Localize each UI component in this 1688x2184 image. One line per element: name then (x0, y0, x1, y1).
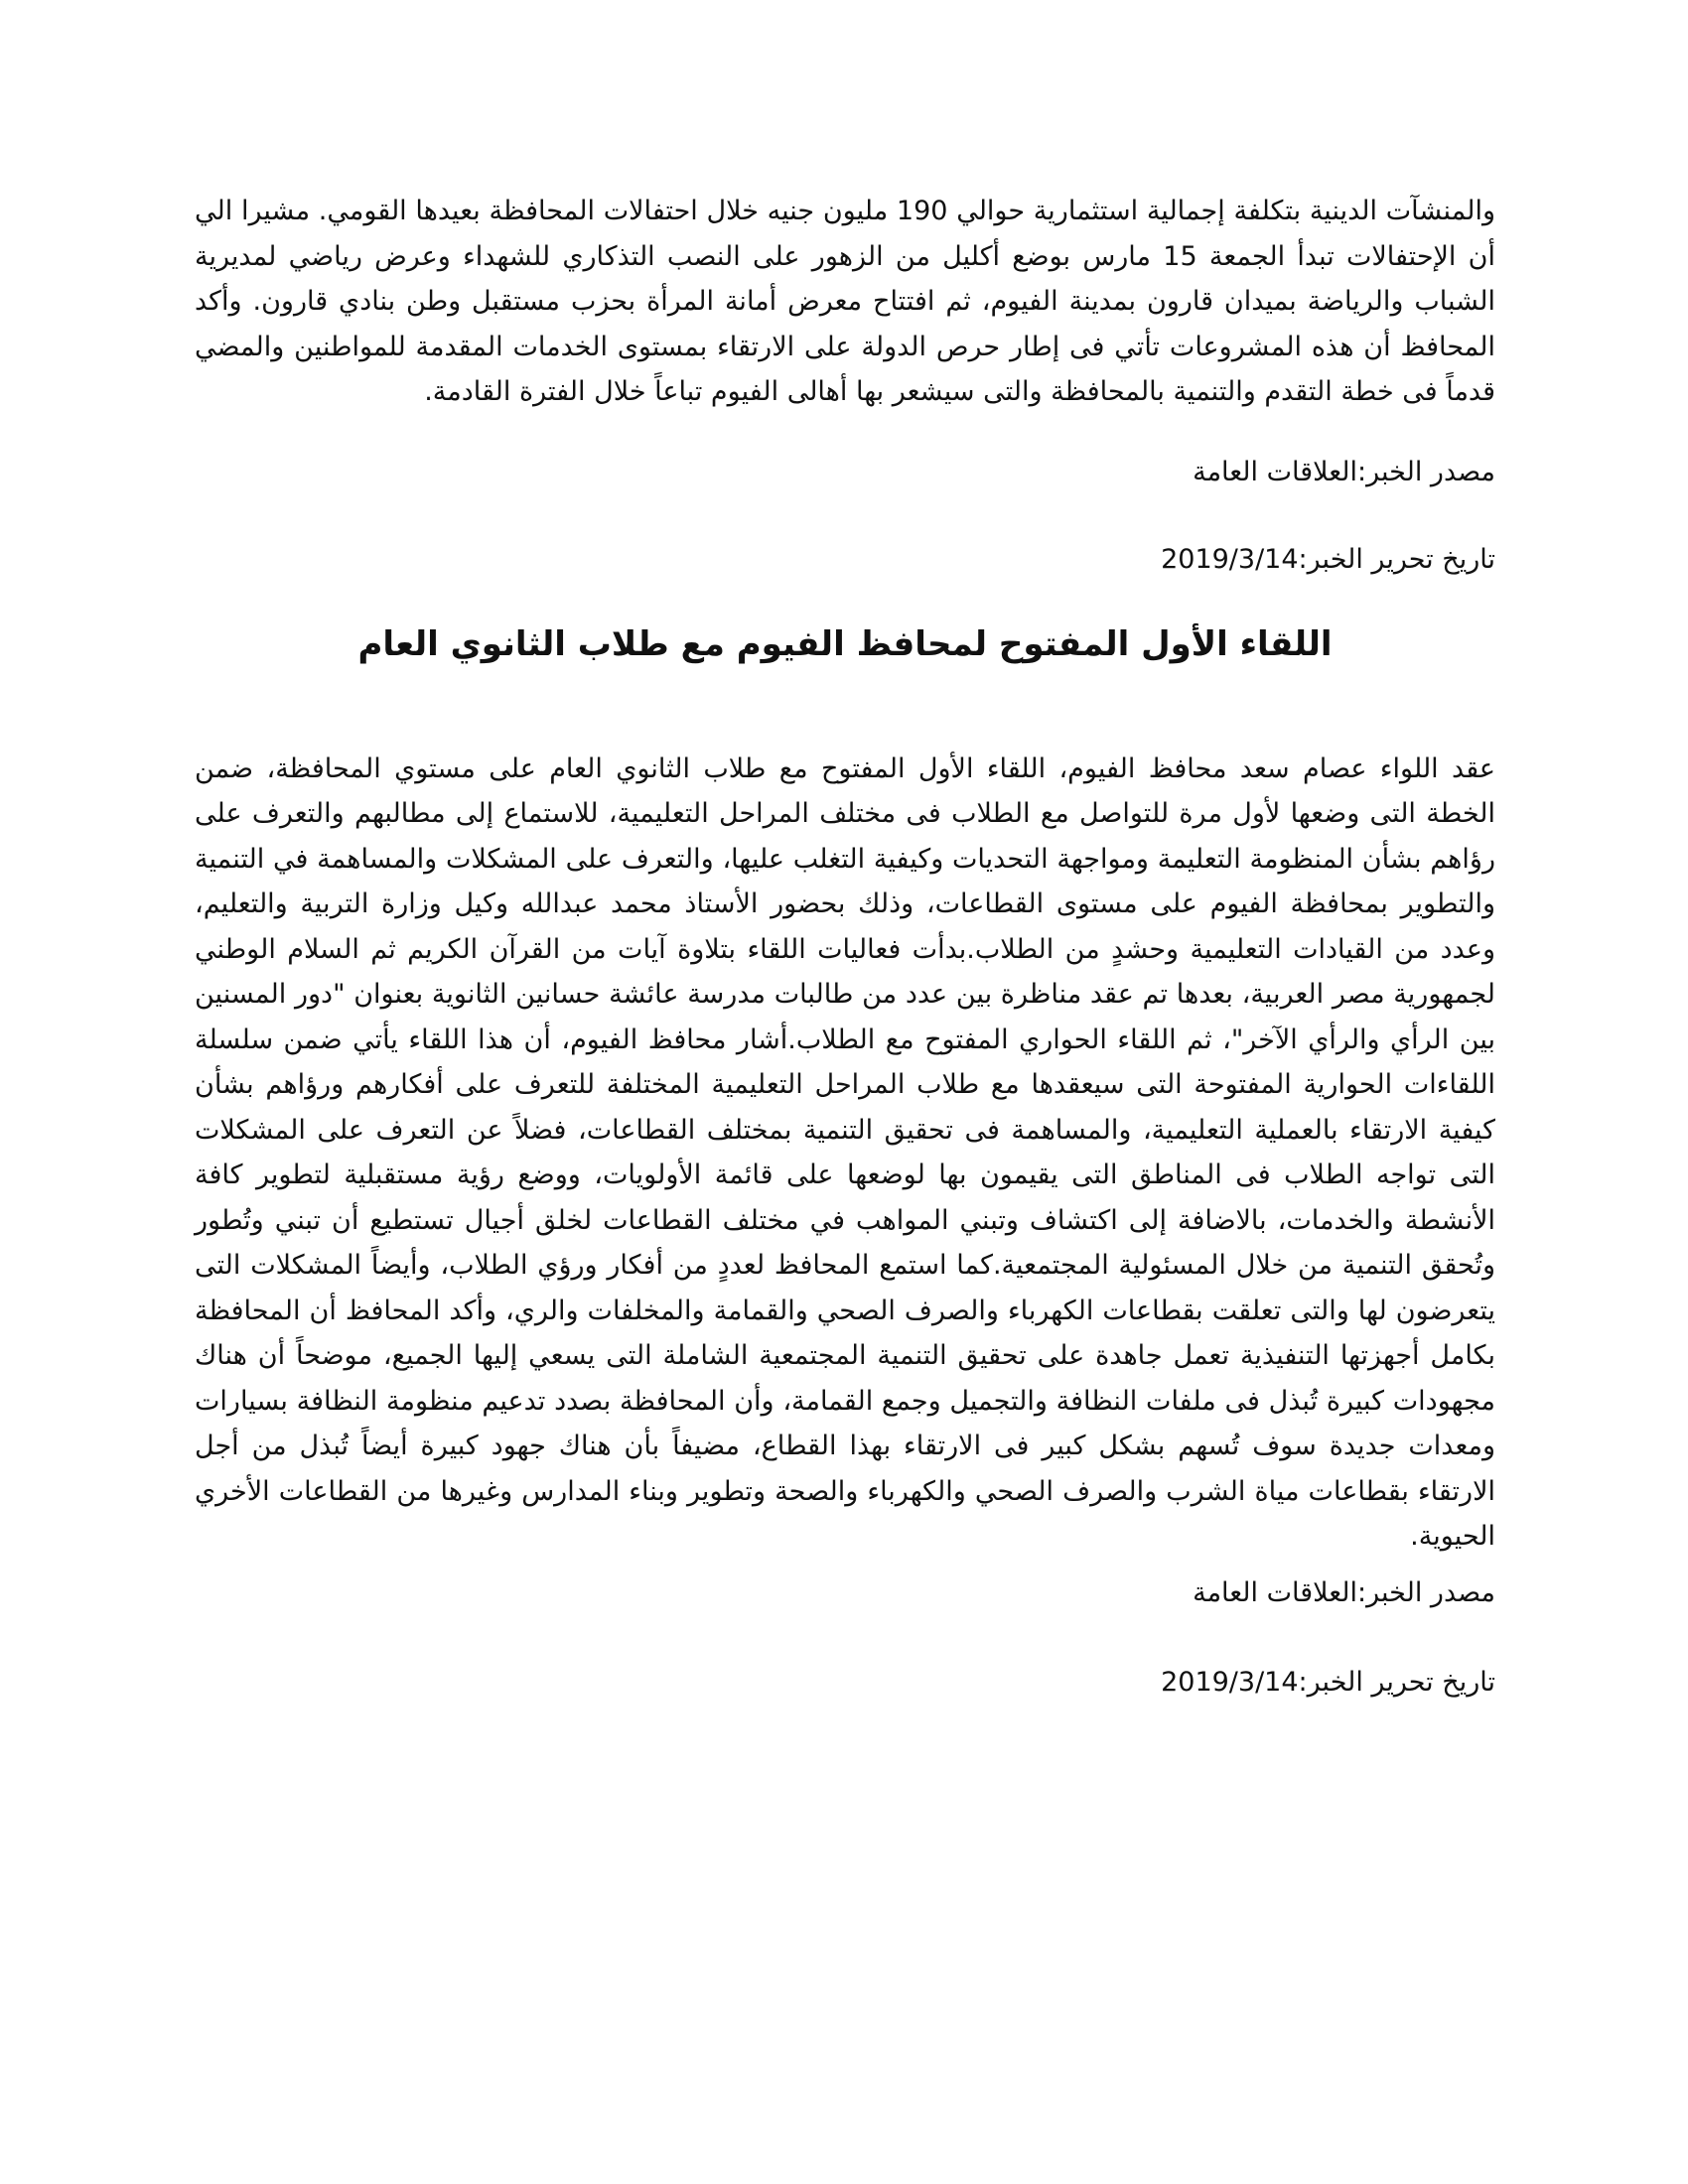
article-continuation-paragraph: والمنشآت الدينية بتكلفة إجمالية استثمارية حوالي 190 مليون جنيه خلال احتفالات المحافظة بعيدها القومي. مشيرا الي أن الإحتفالات تبدأ الجمعة 15 مارس بوضع أكليل من الزهور على النصب التذكاري للشهداء وعرض رياضي لمديرية الشباب والرياضة بميدان قارون بمدينة الفيوم، ثم افتتاح معرض أمانة المرأة بحزب مستقبل وطن بنادي قارون. وأكد المحافظ أن هذه المشروعات تأتي فى إطار حرص الدولة على الارتقاء بمستوى الخدمات المقدمة للمواطنين والمضي قدماً فى خطة التقدم والتنمية بالمحافظة والتى سيشعر بها أهالى الفيوم تباعاً خلال الفترة القادمة. (195, 196, 1496, 407)
news-date-text: تاريخ تحرير الخبر:2019/3/14 (1161, 1666, 1495, 1698)
news-date-line (195, 540, 1495, 580)
article-title: اللقاء الأول المفتوح لمحافظ الفيوم مع طلاب الثانوي العام (357, 623, 1333, 664)
news-source-line: مصدر الخبر:العلاقات العامة (1193, 1576, 1495, 1608)
document-page (195, 189, 1495, 1703)
article-body-paragraph: عقد اللواء عصام سعد محافظ الفيوم، اللقاء الأول المفتوح مع طلاب الثانوي العام على مستوي المحافظة، ضمن الخطة التى وضعها لأول مرة للتواصل مع الطلاب فى مختلف المراحل التعليمية، للاستماع إلى مطالبهم والتعرف على رؤاهم بشأن المنظومة التعليمة ومواجهة التحديات وكيفية التغلب عليها، والتعرف على المشكلات والمساهمة في التنمية والتطوير بمحافظة الفيوم على مستوى القطاعات، وذلك بحضور الأستاذ محمد عبدالله وكيل وزارة التربية والتعليم، وعدد من القيادات التعليمية وحشدٍ من الطلاب.بدأت فعاليات اللقاء بتلاوة آيات من القرآن الكريم ثم السلام الوطني لجمهورية مصر العربية، بعدها تم عقد مناظرة بين عدد من طالبات مدرسة عائشة حسانين الثانوية بعنوان "دور المسنين بين الرأي والرأي الآخر"، ثم اللقاء الحواري المفتوح مع الطلاب.أشار محافظ الفيوم، أن هذا اللقاء يأتي ضمن سلسلة اللقاءات الحوارية المفتوحة التى سيعقدها مع طلاب المراحل التعليمية المختلفة للتعرف على أفكارهم ورؤاهم بشأن كيفية الارتقاء بالعملية التعليمية، والمساهمة فى تحقيق التنمية بمختلف القطاعات، فضلاً عن التعرف على المشكلات التى تواجه الطلاب فى المناطق التى يقيمون بها لوضعها على قائمة الأولويات، ووضع رؤية مستقبلية لتطوير كافة الأنشطة والخدمات، بالاضافة إلى اكتشاف وتبني المواهب في مختلف القطاعات لخلق أجيال تستطيع أن تبني وتُطور وتُحقق التنمية من خلال المسئولية المجتمعية.كما استمع المحافظ لعددٍ من أفكار ورؤي الطلاب، وأيضاً المشكلات التى يتعرضون لها والتى تعلقت بقطاعات الكهرباء والصرف الصحي والقمامة والمخلفات والري، وأكد المحافظ أن المحافظة بكامل أجهزتها التنفيذية تعمل جاهدة على تحقيق التنمية المجتمعية الشاملة التى يسعي إليها الجميع، موضحاً أن هناك مجهودات كبيرة تُبذل فى ملفات النظافة والتجميل وجمع القمامة، وأن المحافظة بصدد تدعيم منظومة النظافة بسيارات ومعدات جديدة سوف تُسهم بشكل كبير فى الارتقاء بهذا القطاع، مضيفاً بأن هناك جهود كبيرة أيضاً تُبذل من أجل الارتقاء بقطاعات مياة الشرب والصرف الصحي والكهرباء والصحة وتطوير وبناء المدارس وغيرها من القطاعات الأخري الحيوية. (195, 752, 1495, 1552)
news-date-text: تاريخ تحرير الخبر:2019/3/14 (1161, 543, 1495, 575)
news-date-line (195, 1663, 1495, 1703)
news-source-line: مصدر الخبر:العلاقات العامة (1193, 456, 1495, 487)
